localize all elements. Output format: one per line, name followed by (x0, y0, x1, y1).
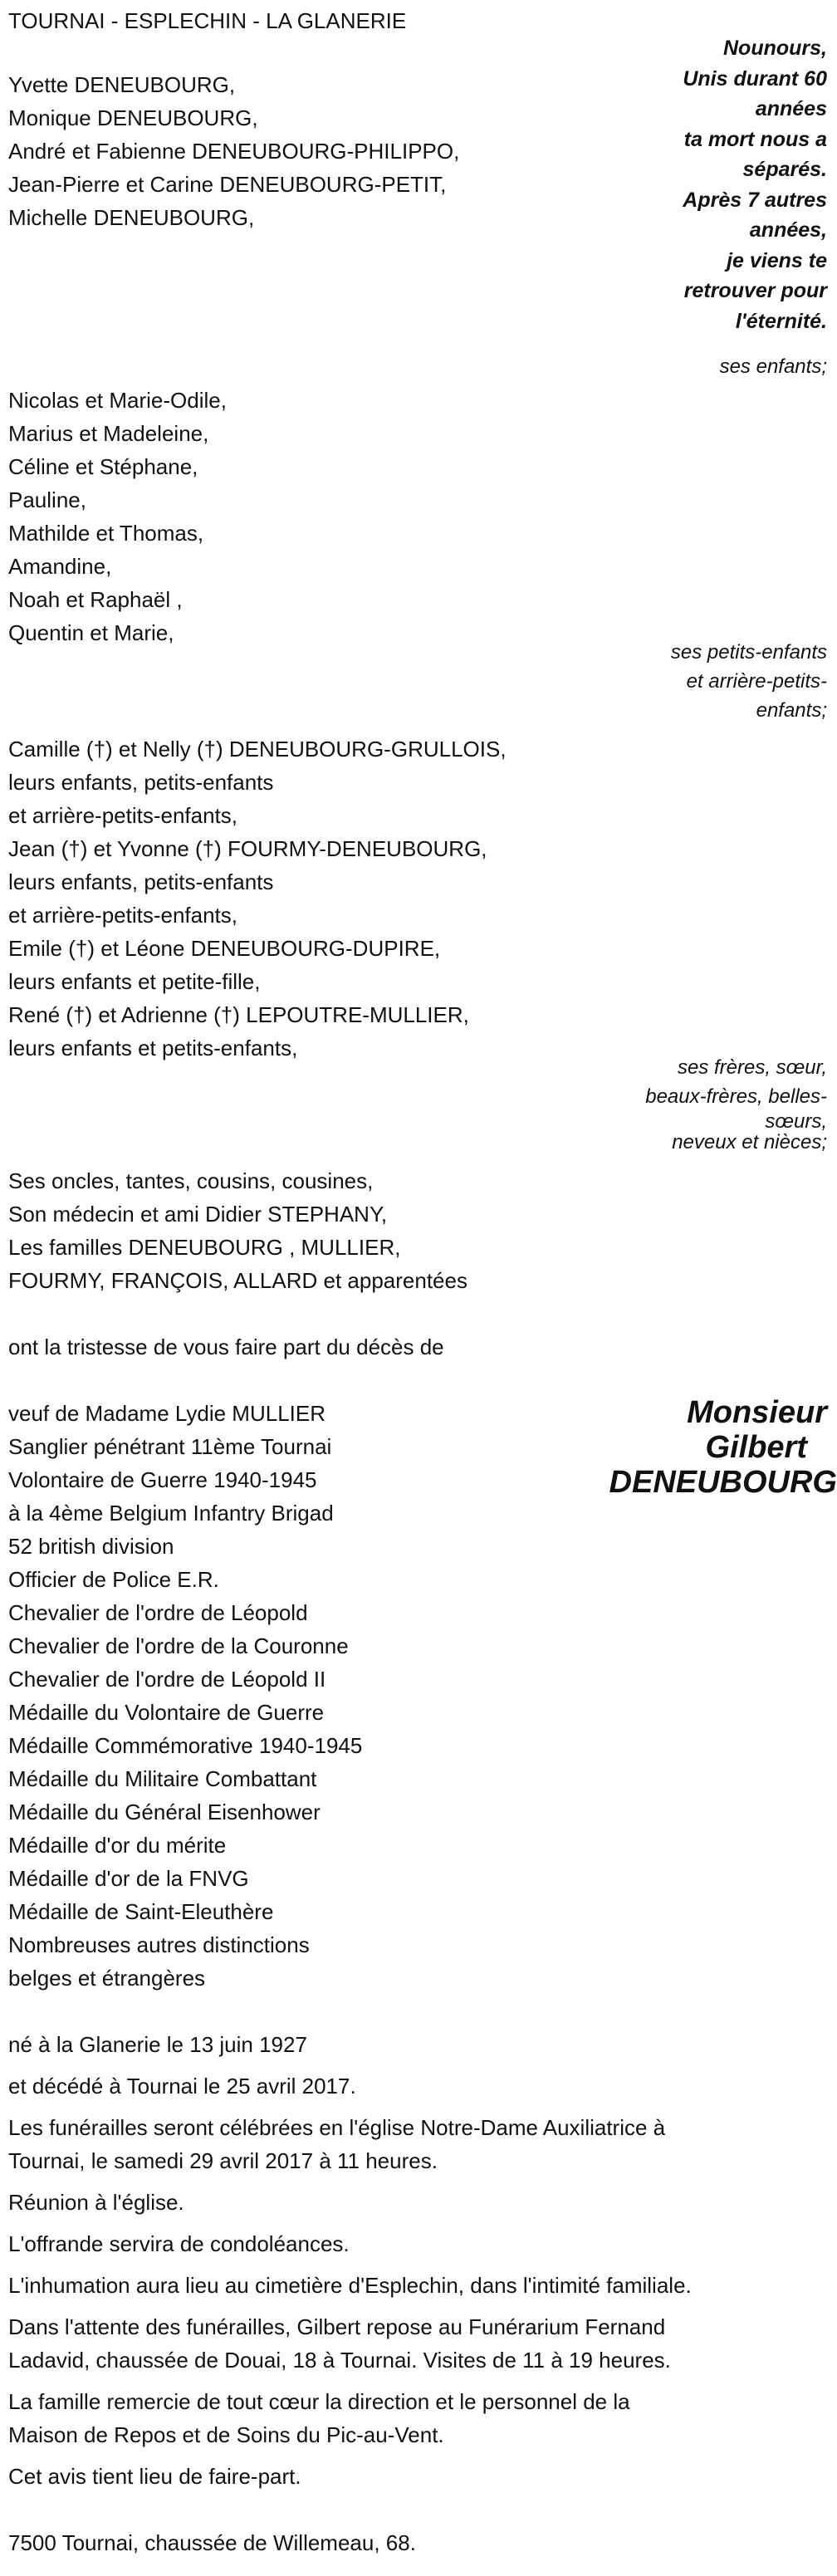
birth-info: né à la Glanerie le 13 juin 1927 (8, 2032, 307, 2057)
grandchild-name: Quentin et Marie, (8, 620, 174, 645)
grandchild-name: Noah et Raphaël , (8, 587, 183, 612)
sibling-line: Camille (†) et Nelly (†) DENEUBOURG-GRULLOIS, (8, 737, 507, 762)
sibling-line: leurs enfants et petite-fille, (8, 969, 261, 994)
sibling-line: leurs enfants, petits-enfants (8, 869, 274, 894)
funeral-detail: Dans l'attente des funérailles, Gilbert repose au Funérarium Fernand (8, 2314, 666, 2339)
relation-line: beaux-frères, belles- (645, 1085, 827, 1108)
other-relatives: FOURMY, FRANÇOIS, ALLARD et apparentées (8, 1268, 467, 1293)
funeral-detail: Les funérailles seront célébrées en l'église Notre-Dame Auxiliatrice à (8, 2115, 666, 2140)
child-name: Yvette DENEUBOURG, (8, 72, 236, 97)
child-name: Michelle DENEUBOURG, (8, 205, 255, 230)
poem-line: retrouver pour (683, 279, 827, 302)
poem (578, 33, 827, 336)
poem-line: années (755, 97, 827, 120)
sibling-line: et arrière-petits-enfants, (8, 803, 238, 828)
grandchild-name: Marius et Madeleine, (8, 421, 209, 446)
title-line: Médaille du Volontaire de Guerre (8, 1700, 325, 1725)
grandchild-name: Mathilde et Thomas, (8, 521, 204, 546)
funeral-detail: L'offrande servira de condoléances. (8, 2231, 350, 2256)
place-header: TOURNAI - ESPLECHIN - LA GLANERIE (8, 8, 407, 33)
deceased-last-name: DENEUBOURG (609, 1465, 837, 1500)
relation-line: ses petits-enfants (670, 641, 827, 664)
funeral-detail: Réunion à l'église. (8, 2190, 184, 2215)
title-line: Médaille du Militaire Combattant (8, 1766, 317, 1791)
title-line: Nombreuses autres distinctions (8, 1932, 310, 1957)
other-relatives: Son médecin et ami Didier STEPHANY, (8, 1202, 388, 1227)
other-relatives: Les familles DENEUBOURG , MULLIER, (8, 1235, 401, 1260)
grandchildren-relation (561, 638, 827, 725)
title-line: Chevalier de l'ordre de Léopold II (8, 1667, 326, 1692)
death-info: et décédé à Tournai le 25 avril 2017. (8, 2074, 356, 2099)
announcement: ont la tristesse de vous faire part du décès de (8, 1335, 444, 1359)
sibling-line: René (†) et Adrienne (†) LEPOUTRE-MULLIER, (8, 1002, 469, 1027)
address: 7500 Tournai, chaussée de Willemeau, 68. (8, 2530, 416, 2555)
funeral-detail: Ladavid, chaussée de Douai, 18 à Tournai. Visites de 11 à 19 heures. (8, 2348, 671, 2373)
grandchild-name: Amandine, (8, 554, 112, 579)
title-line: veuf de Madame Lydie MULLIER (8, 1401, 326, 1426)
other-relatives: Ses oncles, tantes, cousins, cousines, (8, 1168, 374, 1193)
deceased-first-name: Gilbert (705, 1430, 807, 1465)
poem-line: ta mort nous a (683, 127, 827, 151)
funeral-detail: Maison de Repos et de Soins du Pic-au-Vent. (8, 2422, 444, 2447)
grandchild-name: Nicolas et Marie-Odile, (8, 388, 227, 413)
title-line: Médaille d'or du mérite (8, 1833, 227, 1858)
poem-line: Unis durant 60 (683, 66, 827, 91)
title-line: Médaille d'or de la FNVG (8, 1866, 249, 1891)
funeral-detail: Cet avis tient lieu de faire-part. (8, 2464, 301, 2489)
title-line: Officier de Police E.R. (8, 1567, 219, 1592)
title-line: à la 4ème Belgium Infantry Brigad (8, 1501, 334, 1526)
funeral-detail: Tournai, le samedi 29 avril 2017 à 11 heures. (8, 2148, 438, 2173)
title-line: Médaille de Saint-Eleuthère (8, 1899, 274, 1924)
deceased-name (571, 1395, 837, 1500)
poem-line: Nounours, (723, 37, 827, 60)
funeral-detail: L'inhumation aura lieu au cimetière d'Esplechin, dans l'intimité familiale. (8, 2273, 692, 2298)
funeral-detail: La famille remercie de tout cœur la direction et le personnel de la (8, 2389, 630, 2414)
title-line: Volontaire de Guerre 1940-1945 (8, 1467, 317, 1492)
title-line: Médaille du Général Eisenhower (8, 1800, 321, 1824)
sibling-line: leurs enfants et petits-enfants, (8, 1036, 298, 1060)
title-line: 52 british division (8, 1534, 174, 1559)
sibling-line: Jean (†) et Yvonne (†) FOURMY-DENEUBOURG, (8, 836, 487, 861)
title-line: belges et étrangères (8, 1966, 206, 1991)
relation-line: sœurs, (765, 1110, 827, 1133)
poem-line: années, (749, 218, 827, 242)
child-name: Monique DENEUBOURG, (8, 105, 258, 130)
relation-line: neveux et nièces; (672, 1131, 827, 1153)
poem-line: l'éternité. (735, 309, 827, 333)
sibling-line: et arrière-petits-enfants, (8, 903, 238, 928)
poem-line: Après 7 autres (683, 188, 827, 212)
relation-line: et arrière-petits- (686, 670, 827, 693)
siblings-relation (561, 1053, 827, 1153)
poem-line: séparés. (742, 158, 827, 181)
title-line: Médaille Commémorative 1940-1945 (8, 1733, 363, 1758)
sibling-line: Emile (†) et Léone DENEUBOURG-DUPIRE, (8, 936, 441, 961)
title-line: Sanglier pénétrant 11ème Tournai (8, 1434, 332, 1459)
child-name: André et Fabienne DENEUBOURG-PHILIPPO, (8, 139, 460, 164)
relation-line: ses frères, sœur, (677, 1056, 827, 1079)
title-line: Chevalier de l'ordre de Léopold (8, 1600, 308, 1625)
grandchild-name: Pauline, (8, 487, 86, 512)
grandchild-name: Céline et Stéphane, (8, 454, 198, 479)
title-line: Chevalier de l'ordre de la Couronne (8, 1633, 349, 1658)
child-name: Jean-Pierre et Carine DENEUBOURG-PETIT, (8, 172, 447, 197)
deceased-title: Monsieur (687, 1395, 827, 1430)
poem-line: je viens te (727, 248, 827, 272)
children-relation: ses enfants; (719, 355, 827, 378)
relation-line: enfants; (756, 699, 827, 722)
sibling-line: leurs enfants, petits-enfants (8, 770, 274, 795)
